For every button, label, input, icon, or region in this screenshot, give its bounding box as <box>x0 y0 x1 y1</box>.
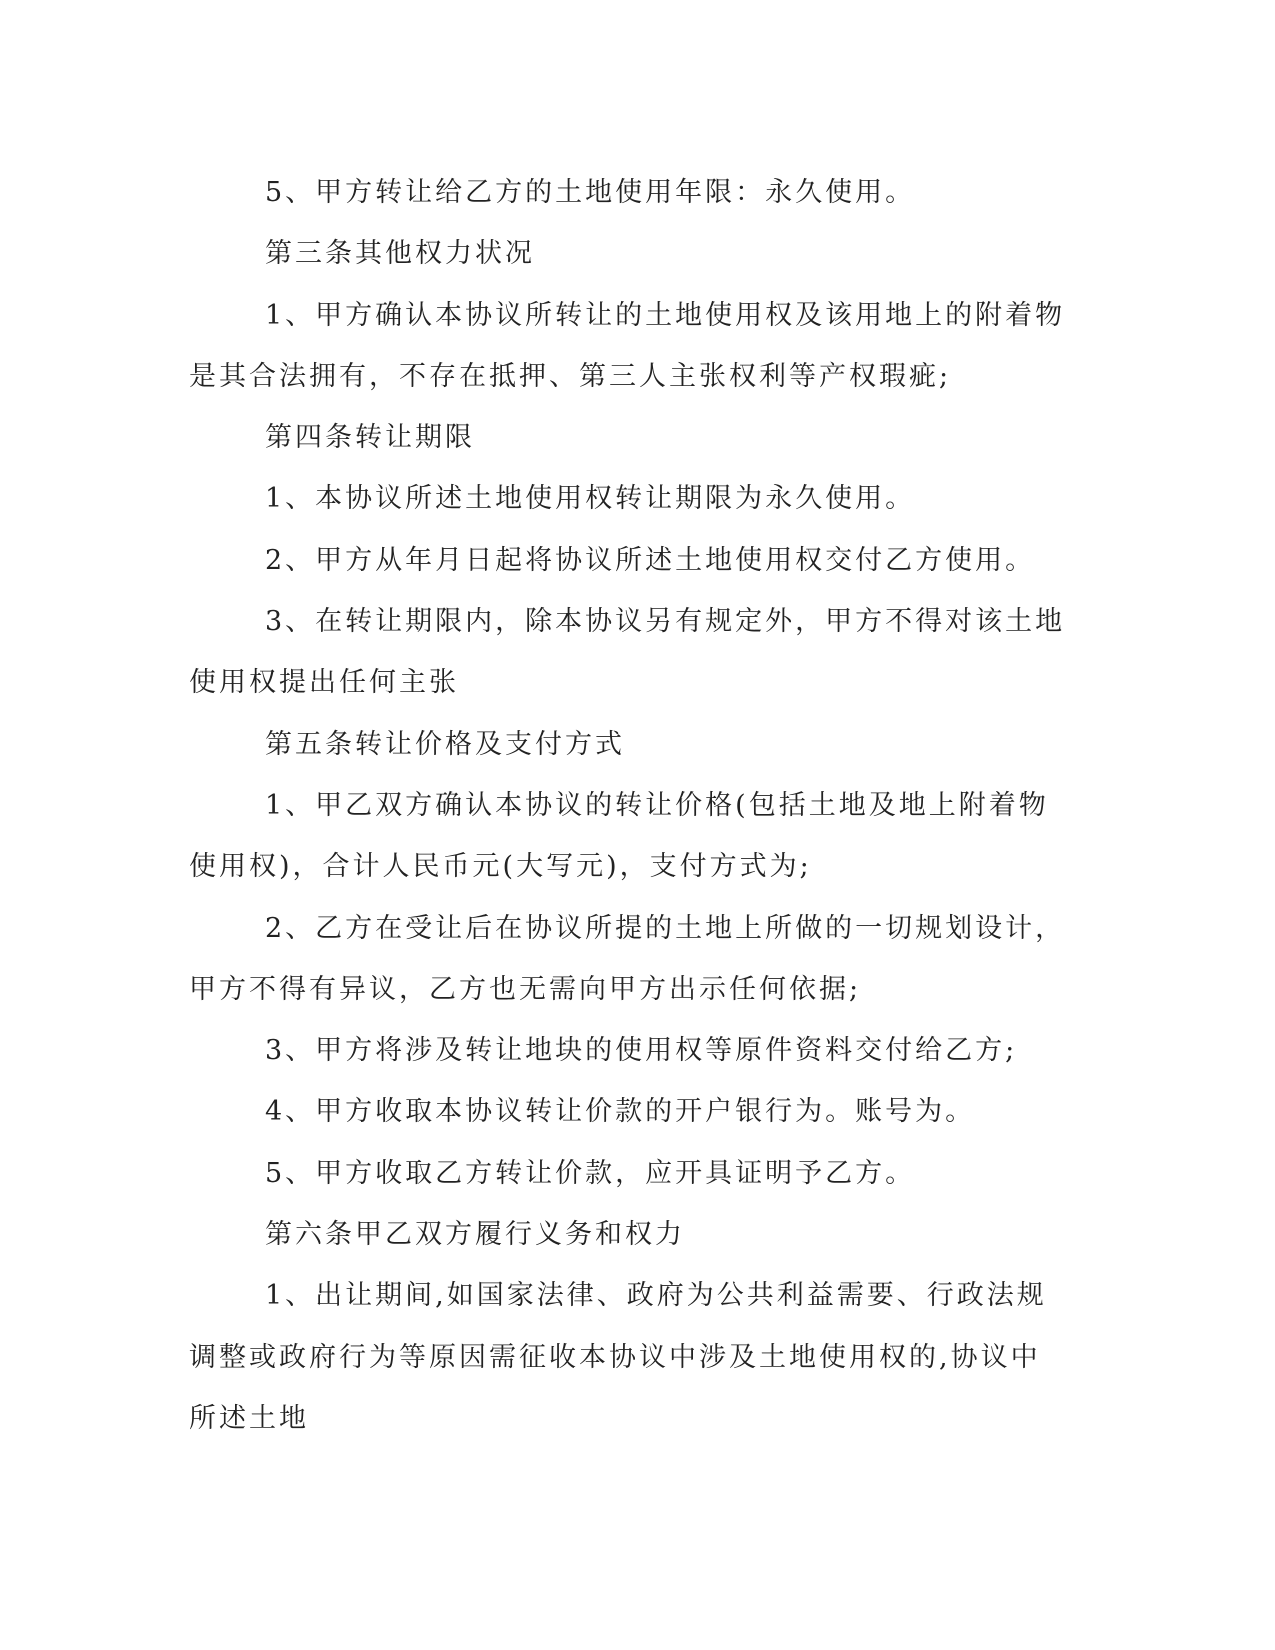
paragraph-delivery-date: 2、甲方从年月日起将协议所述土地使用权交付乙方使用。 <box>265 544 1036 576</box>
heading-article-3: 第三条其他权力状况 <box>265 238 535 270</box>
heading-article-4: 第四条转让期限 <box>265 422 475 454</box>
paragraph-land-use-term: 5、甲方转让给乙方的土地使用年限：永久使用。 <box>265 177 916 208</box>
heading-article-5: 第五条转让价格及支付方式 <box>265 728 625 760</box>
paragraph-planning-design: 2、乙方在受让后在协议所提的土地上所做的一切规划设计，甲方不得有异议，乙方也无需向甲方出示任何依据; <box>189 912 1066 1005</box>
paragraph-transfer-price: 1、甲乙双方确认本协议的转让价格(包括土地及地上附着物使用权)，合计人民币元(大写元)，支付方式为; <box>189 789 1049 883</box>
paragraph-original-documents: 3、甲方将涉及转让地块的使用权等原件资料交付给乙方; <box>265 1035 1018 1067</box>
paragraph-ownership-confirmation: 1、甲方确认本协议所转让的土地使用权及该用地上的附着物是其合法拥有，不存在抵押、第三人主张权利等产权瑕疵; <box>189 299 1066 392</box>
paragraph-bank-account: 4、甲方收取本协议转让价款的开户银行为。账号为。 <box>265 1096 976 1128</box>
paragraph-no-claims: 3、在转让期限内，除本协议另有规定外，甲方不得对该土地使用权提出任何主张 <box>189 606 1066 699</box>
heading-article-6: 第六条甲乙双方履行义务和权力 <box>265 1219 685 1251</box>
paragraph-expropriation: 1、出让期间,如国家法律、政府为公共利益需要、行政法规调整或政府行为等原因需征收本协议中涉及土地使用权的,协议中所述土地 <box>189 1280 1047 1434</box>
paragraph-payment-certificate: 5、甲方收取乙方转让价款，应开具证明予乙方。 <box>265 1157 916 1189</box>
document-body <box>189 162 1069 1449</box>
paragraph-transfer-term: 1、本协议所述土地使用权转让期限为永久使用。 <box>265 483 916 515</box>
